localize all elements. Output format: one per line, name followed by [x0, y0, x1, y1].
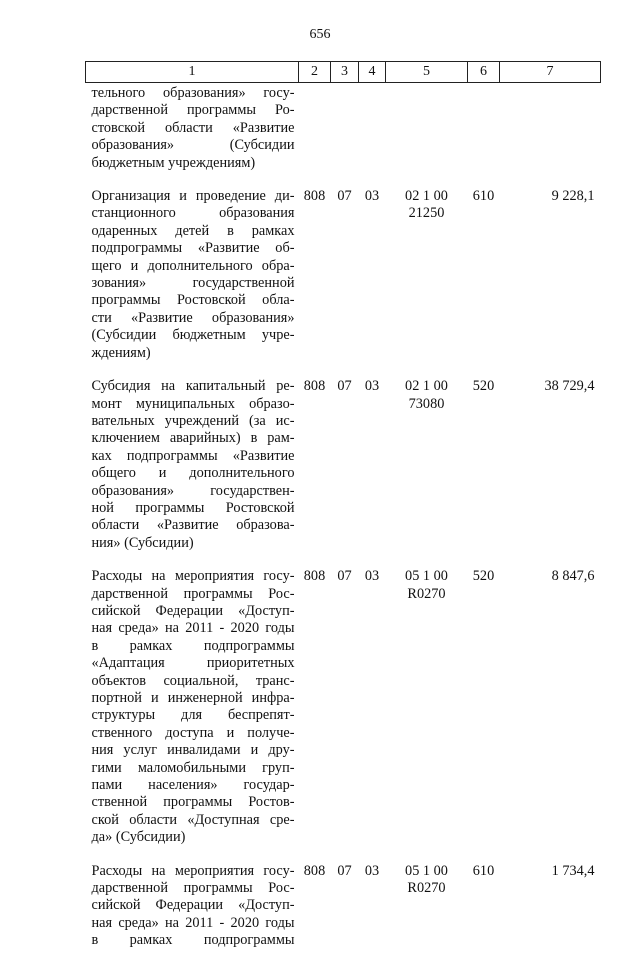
column-header-5: 5	[386, 62, 468, 83]
description-line: дарственной программы Ро-	[91, 102, 295, 119]
description-line: объектов социальной, транс-	[91, 672, 295, 689]
table-body	[86, 83, 601, 966]
description-line: структуры для беспрепят-	[91, 707, 295, 724]
description-line: Организация и проведение ди-	[91, 188, 295, 205]
description-line: стовской области «Развитие	[91, 119, 295, 136]
table-row	[86, 378, 601, 568]
description-line: в рамках подпрограммы	[91, 637, 295, 654]
expense-description	[86, 863, 299, 966]
description-line: программы Ростовской обла-	[91, 292, 295, 309]
description-line: щего и дополнительного обра-	[91, 257, 295, 274]
table-row	[86, 188, 601, 378]
description-line: бюджетным учреждениям)	[91, 154, 256, 171]
description-line: Расходы на мероприятия госу-	[91, 568, 295, 585]
description-line: ках подпрограммы «Развитие	[91, 447, 295, 464]
description-line: ственного доступа и получе-	[91, 724, 295, 741]
section-code: 808	[303, 188, 326, 205]
expense-type-code: 520	[472, 378, 495, 395]
column-header-4: 4	[359, 62, 386, 83]
description-line: ской области «Доступная сре-	[91, 811, 295, 828]
chapter-code: 07	[337, 568, 352, 585]
description-line: образования» государствен-	[91, 482, 295, 499]
description-line: ная среда» на 2011 - 2020 годы	[91, 914, 295, 931]
chapter-code: 07	[337, 862, 352, 879]
table-row	[86, 83, 601, 189]
column-header-2: 2	[299, 62, 331, 83]
target-item-code: 05 1 00 R0270	[405, 862, 448, 897]
chapter-code	[331, 83, 359, 189]
description-line: ная среда» на 2011 - 2020 годы	[91, 620, 295, 637]
column-header-7: 7	[500, 62, 601, 83]
description-line: пами населения» государ-	[91, 777, 295, 794]
description-line: образования» (Субсидии	[91, 137, 295, 154]
description-line: в рамках подпрограммы	[91, 932, 295, 949]
column-header-3: 3	[331, 62, 359, 83]
table-row	[86, 568, 601, 863]
section-code	[299, 83, 331, 189]
table-row	[86, 863, 601, 966]
expense-description	[86, 568, 299, 863]
amount: 1 734,4	[551, 862, 595, 879]
budget-table	[85, 61, 601, 966]
section-code: 808	[303, 378, 326, 395]
target-item-code: 05 1 00 R0270	[405, 568, 448, 602]
expense-type-code	[468, 83, 500, 189]
page-number: 656	[309, 27, 331, 42]
description-line: ственной программы Ростов-	[91, 794, 295, 811]
expense-description	[86, 378, 299, 568]
subsection-code	[359, 83, 386, 189]
description-line: общего и дополнительного	[91, 465, 295, 482]
expense-description	[86, 83, 299, 189]
expense-type-code: 610	[472, 862, 495, 879]
expense-type-code: 520	[472, 568, 495, 585]
expense-description	[86, 188, 299, 378]
target-item-code	[386, 83, 468, 189]
description-line: сти «Развитие образования»	[91, 309, 295, 326]
chapter-code: 07	[337, 188, 352, 205]
description-line: ждениям)	[91, 344, 151, 361]
target-item-code: 02 1 00 73080	[405, 378, 448, 412]
description-line: дарственной программы Рос-	[91, 585, 295, 602]
description-line: ключением аварийных) в рам-	[91, 430, 295, 447]
description-line: вательных учреждений (за ис-	[91, 412, 295, 429]
column-header-1: 1	[86, 62, 299, 83]
description-line: сийской Федерации «Доступ-	[91, 602, 295, 619]
subsection-code: 03	[364, 378, 380, 395]
subsection-code: 03	[364, 568, 380, 585]
description-line: Субсидия на капитальный ре-	[91, 378, 295, 395]
description-line: станционного образования	[91, 205, 295, 222]
description-line: (Субсидии бюджетным учре-	[91, 327, 295, 344]
amount: 9 228,1	[551, 188, 595, 205]
description-line: Расходы на мероприятия госу-	[91, 862, 295, 879]
description-line: «Адаптация приоритетных	[91, 655, 295, 672]
description-line: подпрограммы «Развитие об-	[91, 240, 295, 257]
target-item-code: 02 1 00 21250	[405, 188, 448, 222]
amount: 38 729,4	[544, 378, 595, 395]
header-row	[86, 62, 601, 83]
description-line: дарственной программы Рос-	[91, 880, 295, 897]
description-line: ния услуг инвалидами и дру-	[91, 742, 295, 759]
description-line: ной программы Ростовской	[91, 499, 295, 516]
section-code: 808	[303, 862, 326, 879]
description-line: тельного образования» госу-	[91, 85, 295, 101]
section-code: 808	[303, 568, 326, 585]
description-line: области «Развитие образова-	[91, 517, 295, 534]
amount: 8 847,6	[551, 568, 595, 585]
table-header	[86, 62, 601, 83]
subsection-code: 03	[364, 188, 380, 205]
column-header-6: 6	[468, 62, 500, 83]
subsection-code: 03	[364, 862, 380, 879]
description-line: монт муниципальных образо-	[91, 395, 295, 412]
description-line: одаренных детей в рамках	[91, 222, 295, 239]
description-line: сийской Федерации «Доступ-	[91, 897, 295, 914]
expense-type-code: 610	[472, 188, 495, 205]
description-line: да» (Субсидии)	[91, 829, 186, 846]
amount	[500, 83, 601, 189]
description-line: ния» (Субсидии)	[91, 534, 194, 551]
description-line: зования» государственной	[91, 275, 295, 292]
description-line: портной и инженерной инфра-	[91, 690, 295, 706]
chapter-code: 07	[337, 378, 352, 395]
description-line: гими маломобильными груп-	[91, 759, 295, 776]
